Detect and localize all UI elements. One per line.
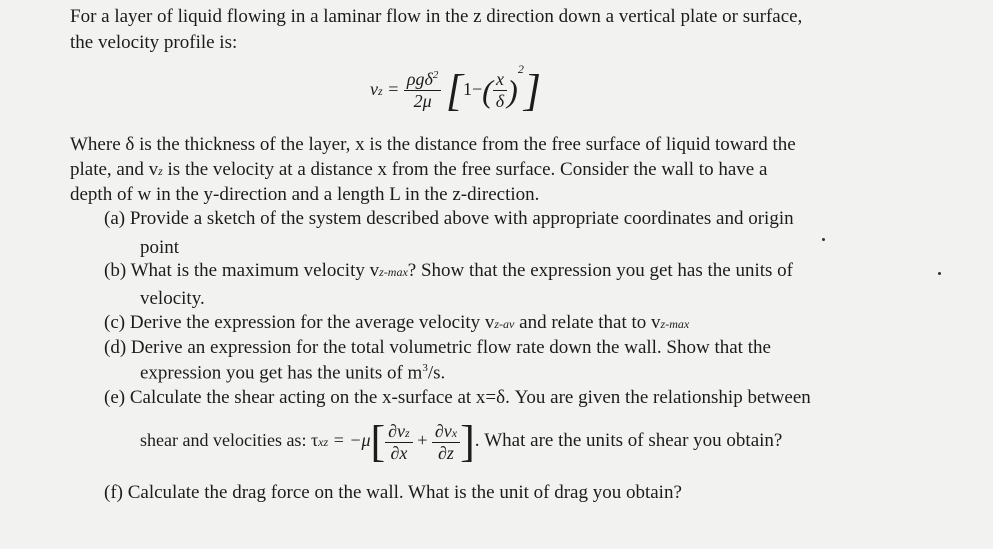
- question-d-label: (d): [104, 337, 127, 358]
- shear-d2-den: ∂z: [438, 442, 454, 463]
- eq-lhs-sub: z: [378, 84, 383, 98]
- shear-eq: = −μ: [332, 430, 371, 451]
- question-d-text2-rest: /s.: [427, 362, 446, 384]
- question-a: [104, 208, 794, 230]
- eq-inner-den: δ: [495, 91, 505, 112]
- def-line2-sub: z: [158, 164, 163, 178]
- question-b-sub: z-max: [379, 265, 408, 279]
- eq-left-bracket: [: [445, 65, 463, 115]
- shear-d1-num-sub: z: [405, 425, 410, 440]
- def-line2-rest: is the velocity at a distance x from the free surface. Consider the wall to have a: [162, 159, 768, 180]
- question-a-label: (a): [104, 208, 126, 229]
- def-line2-start: plate, and v: [70, 159, 159, 180]
- definitions-line-3: depth of w in the y-direction and a length L in the z-direction.: [70, 184, 540, 205]
- shear-left-bracket: [: [370, 417, 386, 466]
- eq-left-paren: (: [482, 72, 493, 109]
- question-b-line-2: velocity.: [140, 288, 205, 309]
- eq-right-paren: ): [507, 72, 518, 109]
- question-f-label: (f): [104, 482, 123, 503]
- shear-deriv-2: [432, 421, 460, 464]
- stray-mark: [938, 272, 941, 275]
- question-d-text2: expression you get has the units of m: [140, 362, 423, 384]
- eq-fraction: [404, 69, 442, 112]
- question-e-text1: Calculate the shear acting on the x-surface at x=δ. You are given the relationship between: [129, 387, 811, 408]
- definitions-line-2: [70, 159, 767, 181]
- question-d-line-2: [140, 362, 445, 384]
- stray-mark: [822, 238, 825, 241]
- question-d: [104, 337, 771, 359]
- question-e: [104, 387, 811, 409]
- shear-deriv-1: [385, 421, 413, 464]
- definitions-line-1: Where δ is the thickness of the layer, x is the distance from the free surface of liquid toward the: [70, 134, 796, 155]
- shear-d1-num: ∂v: [388, 420, 406, 441]
- eq-lhs: v: [370, 79, 378, 99]
- eq-minus: −: [471, 79, 483, 99]
- eq-equals: =: [387, 79, 400, 99]
- shear-d1-den: ∂x: [390, 442, 408, 463]
- question-c-sub2: z-max: [660, 317, 690, 331]
- shear-equation: [140, 417, 783, 466]
- question-b: [104, 260, 793, 282]
- question-c-sub1: z-av: [494, 317, 515, 331]
- shear-d2-num-sub: x: [451, 425, 458, 440]
- eq-inner-fraction: [493, 69, 507, 112]
- shear-d2-num: ∂v: [434, 420, 452, 441]
- question-c: [104, 312, 689, 334]
- intro-line-2: the velocity profile is:: [70, 32, 238, 53]
- question-e-label: (e): [104, 387, 126, 408]
- eq-den: 2μ: [413, 91, 432, 112]
- velocity-profile-equation: [370, 62, 541, 113]
- eq-num-sup: 2: [432, 69, 439, 82]
- question-c-label: (c): [104, 312, 126, 333]
- shear-right-bracket: ]: [460, 417, 475, 466]
- question-b-text1: What is the maximum velocity v: [130, 260, 380, 281]
- shear-tau-sub: xz: [318, 435, 329, 450]
- eq-inner-num: x: [493, 69, 507, 91]
- question-a-line-2: point: [140, 237, 180, 258]
- question-f-text: Calculate the drag force on the wall. What is the unit of drag you obtain?: [127, 482, 682, 503]
- eq-num: ρgδ: [406, 69, 433, 90]
- question-d-sup: 3: [422, 362, 428, 374]
- question-d-text1: Derive an expression for the total volumetric flow rate down the wall. Show that the: [130, 337, 771, 358]
- shear-prefix: shear and velocities as: τ: [140, 430, 319, 451]
- eq-one: 1: [462, 79, 472, 99]
- question-b-text1-rest: ? Show that the expression you get has the units of: [407, 260, 793, 281]
- question-c-text: Derive the expression for the average velocity v: [129, 312, 495, 333]
- eq-right-bracket: ]: [523, 65, 541, 115]
- question-b-label: (b): [104, 260, 127, 281]
- eq-power: 2: [517, 62, 524, 76]
- question-a-text1: Provide a sketch of the system described above with appropriate coordinates and origin: [129, 208, 794, 229]
- shear-text-after: . What are the units of shear you obtain?: [474, 430, 783, 452]
- question-c-mid: and relate that to v: [514, 312, 661, 333]
- shear-plus: +: [417, 430, 428, 451]
- question-f: [104, 482, 682, 504]
- intro-line-1: For a layer of liquid flowing in a laminar flow in the z direction down a vertical plate or surface,: [70, 6, 803, 27]
